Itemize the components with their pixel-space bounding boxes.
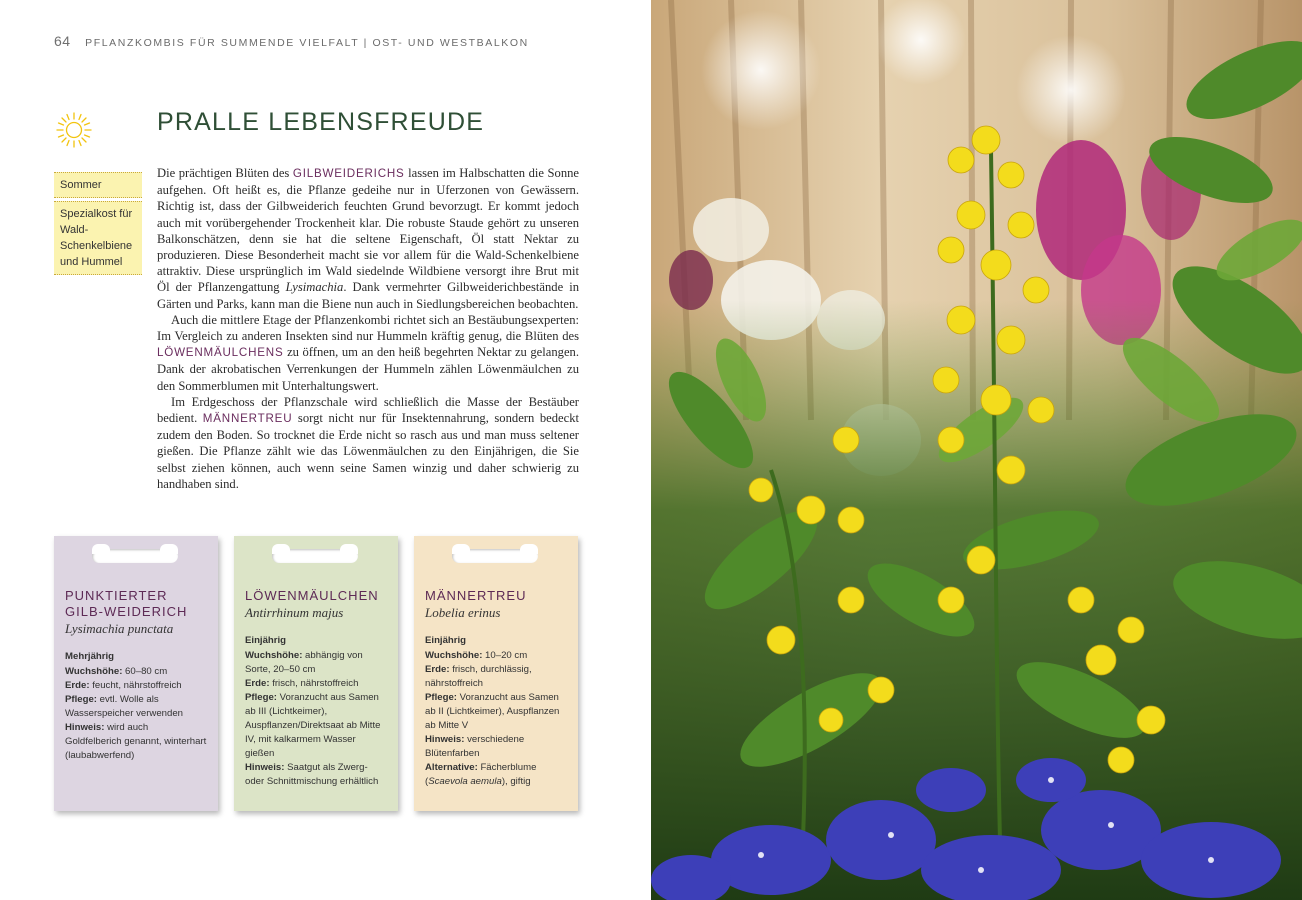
running-header (54, 33, 529, 49)
card-row (65, 665, 207, 679)
row-label: Erde: (65, 680, 90, 691)
plant-cards (54, 536, 579, 811)
text-run: . Dank vermehrter Gilbweiderichbestände in Gärten und Parks, kann man die Biene nun auch in Siedlungsbereichen beobachten. (157, 280, 579, 311)
paragraph-1 (157, 165, 579, 312)
row-label: Pflege: (245, 692, 277, 703)
card-lifecycle (245, 634, 387, 648)
row-value: feucht, nährstoffreich (89, 680, 182, 691)
card-lifecycle (65, 650, 207, 664)
row-value: verschiedene Blütenfarben (425, 734, 525, 759)
lifecycle-label: Mehrjährig (65, 651, 115, 662)
card-row (425, 761, 567, 789)
flower-photo (651, 0, 1302, 900)
text-run: Auch die mittlere Etage der Pflanzenkombi richtet sich an Bestäubungsexperten: Im Vergleich zu anderen Insekten sind nur Hummeln kräftig genug, die Blüten des (157, 312, 579, 344)
card-row (65, 721, 207, 763)
text-run: Im Erdgeschoss der Pflanzschale wird schließlich die Masse der Bestäuber bedient. (157, 394, 579, 426)
body-text (157, 165, 579, 492)
row-value: Voranzucht aus Samen ab II (Lichtkeimer), Auspflanzen ab Mitte V (425, 692, 560, 731)
genus-name: Lysimachia (285, 280, 344, 295)
row-label: Erde: (245, 678, 270, 689)
page-number: 64 (54, 33, 71, 49)
card-row (245, 677, 387, 691)
row-label: Hinweis: (245, 762, 285, 773)
row-value: 10–20 cm (482, 650, 528, 661)
text-run: lassen im Halbschatten die Sonne aufgehen. Oft heißt es, die Pflanze gedeihe nur in Uferzonen von Gewässern. Richtig ist, dass der Gilbweiderich feuchten Grund bevorzugt. Er kommt jedoch auch mit vorübergehender Trockenheit klar. Die robuste Staude gehört zu unseren Balkonschätzen, denn sie hat die seltene Eigenschaft, Öl statt Nektar zu produzieren. Diese Besonderheit macht sie vor allem für die Wald-Schenkelbiene attraktiv. Diese ursprünglich im Wald siedelnde Wildbiene versorgt ihre Brut mit Öl der Pflanzengattung (157, 166, 579, 295)
card-row (425, 691, 567, 733)
row-label: Hinweis: (65, 722, 105, 733)
highlight-maennertreu: MÄNNERTREU (202, 412, 293, 426)
sidebar-tags (54, 172, 142, 278)
tag-season: Sommer (54, 172, 142, 198)
card-name: PUNKTIERTER GILB-WEIDERICH (65, 588, 188, 619)
card-name: MÄNNERTREU (425, 588, 527, 603)
text-run: zu öffnen, um an den heiß begehrten Nektar zu gelangen. Dank der akrobatischen Verrenkungen der Hummeln zählen Löwenmäulchen zu den Sommerblumen mit Unterhaltungswert. (157, 345, 579, 393)
card-row (425, 649, 567, 663)
card-row (65, 693, 207, 721)
row-label: Wuchshöhe: (245, 650, 303, 661)
row-value: Fächerblume ( (425, 762, 537, 787)
sun-icon (54, 110, 94, 150)
text-run: sorgt nicht nur für Insektennahrung, sondern bedeckt zudem den Boden. So trocknet die Erde nicht so rasch aus und man muss seltener gießen. Die Pflanze zählt wie das Löwenmäulchen zu den Einjährigen, die Sie selbst ziehen können, auch wenn seine Samen winzig und daher schwierig zu handhaben sind. (157, 411, 579, 491)
paragraph-2 (157, 312, 579, 394)
highlight-loewenmaeulchen: LÖWENMÄULCHENS (157, 346, 284, 360)
card-row (425, 663, 567, 691)
row-value: Voranzucht aus Samen ab III (Lichtkeimer), Auspflanzen/Direktsaat ab Mitte IV, mit kalkarmem Wasser gießen (245, 692, 381, 759)
plant-card-gilbweiderich (54, 536, 218, 811)
lifecycle-label: Einjährig (425, 635, 467, 646)
row-value: abhängig von Sorte, 20–50 cm (245, 650, 363, 675)
running-title: PFLANZKOMBIS FÜR SUMMENDE VIELFALT | OST- UND WESTBALKON (85, 37, 529, 49)
card-row (245, 761, 387, 789)
page-title: PRALLE LEBENSFREUDE (157, 108, 485, 136)
tag-bees: Spezialkost für Wald-Schenkelbiene und Hummel (54, 201, 142, 275)
row-value-italic: Scaevola aemula (428, 776, 502, 787)
lifecycle-label: Einjährig (245, 635, 287, 646)
hang-tab-icon (272, 549, 358, 563)
row-label: Pflege: (65, 694, 97, 705)
card-name: LÖWENMÄULCHEN (245, 588, 379, 603)
card-latin: Lysimachia punctata (65, 621, 174, 636)
hang-tab-icon (452, 549, 538, 563)
card-row (425, 733, 567, 761)
card-row (245, 691, 387, 761)
row-label: Pflege: (425, 692, 457, 703)
row-value: wird auch Goldfelberich genannt, winterhart (laubabwerfend) (65, 722, 207, 761)
card-row (245, 649, 387, 677)
plant-card-maennertreu (414, 536, 578, 811)
card-row (65, 679, 207, 693)
card-latin: Lobelia erinus (425, 605, 501, 620)
row-value: evtl. Wolle als Wasserspeicher verwenden (65, 694, 184, 719)
row-label: Hinweis: (425, 734, 465, 745)
card-latin: Antirrhinum majus (245, 605, 344, 620)
card-lifecycle (425, 634, 567, 648)
row-label: Wuchshöhe: (65, 666, 123, 677)
plant-card-loewenmaeulchen (234, 536, 398, 811)
row-label: Wuchshöhe: (425, 650, 483, 661)
paragraph-3 (157, 394, 579, 492)
text-run: Die prächtigen Blüten des (157, 166, 293, 180)
row-value: frisch, durchlässig, nährstoffreich (425, 664, 532, 689)
row-value: Saatgut als Zwerg- oder Schnittmischung erhältlich (245, 762, 379, 787)
row-label: Erde: (425, 664, 450, 675)
row-value: 60–80 cm (122, 666, 168, 677)
row-label: Alternative: (425, 762, 478, 773)
hang-tab-icon (92, 549, 178, 563)
row-value: ), giftig (501, 776, 531, 787)
row-value: frisch, nährstoffreich (269, 678, 359, 689)
highlight-gilbweiderich: GILBWEIDERICHS (292, 167, 405, 180)
